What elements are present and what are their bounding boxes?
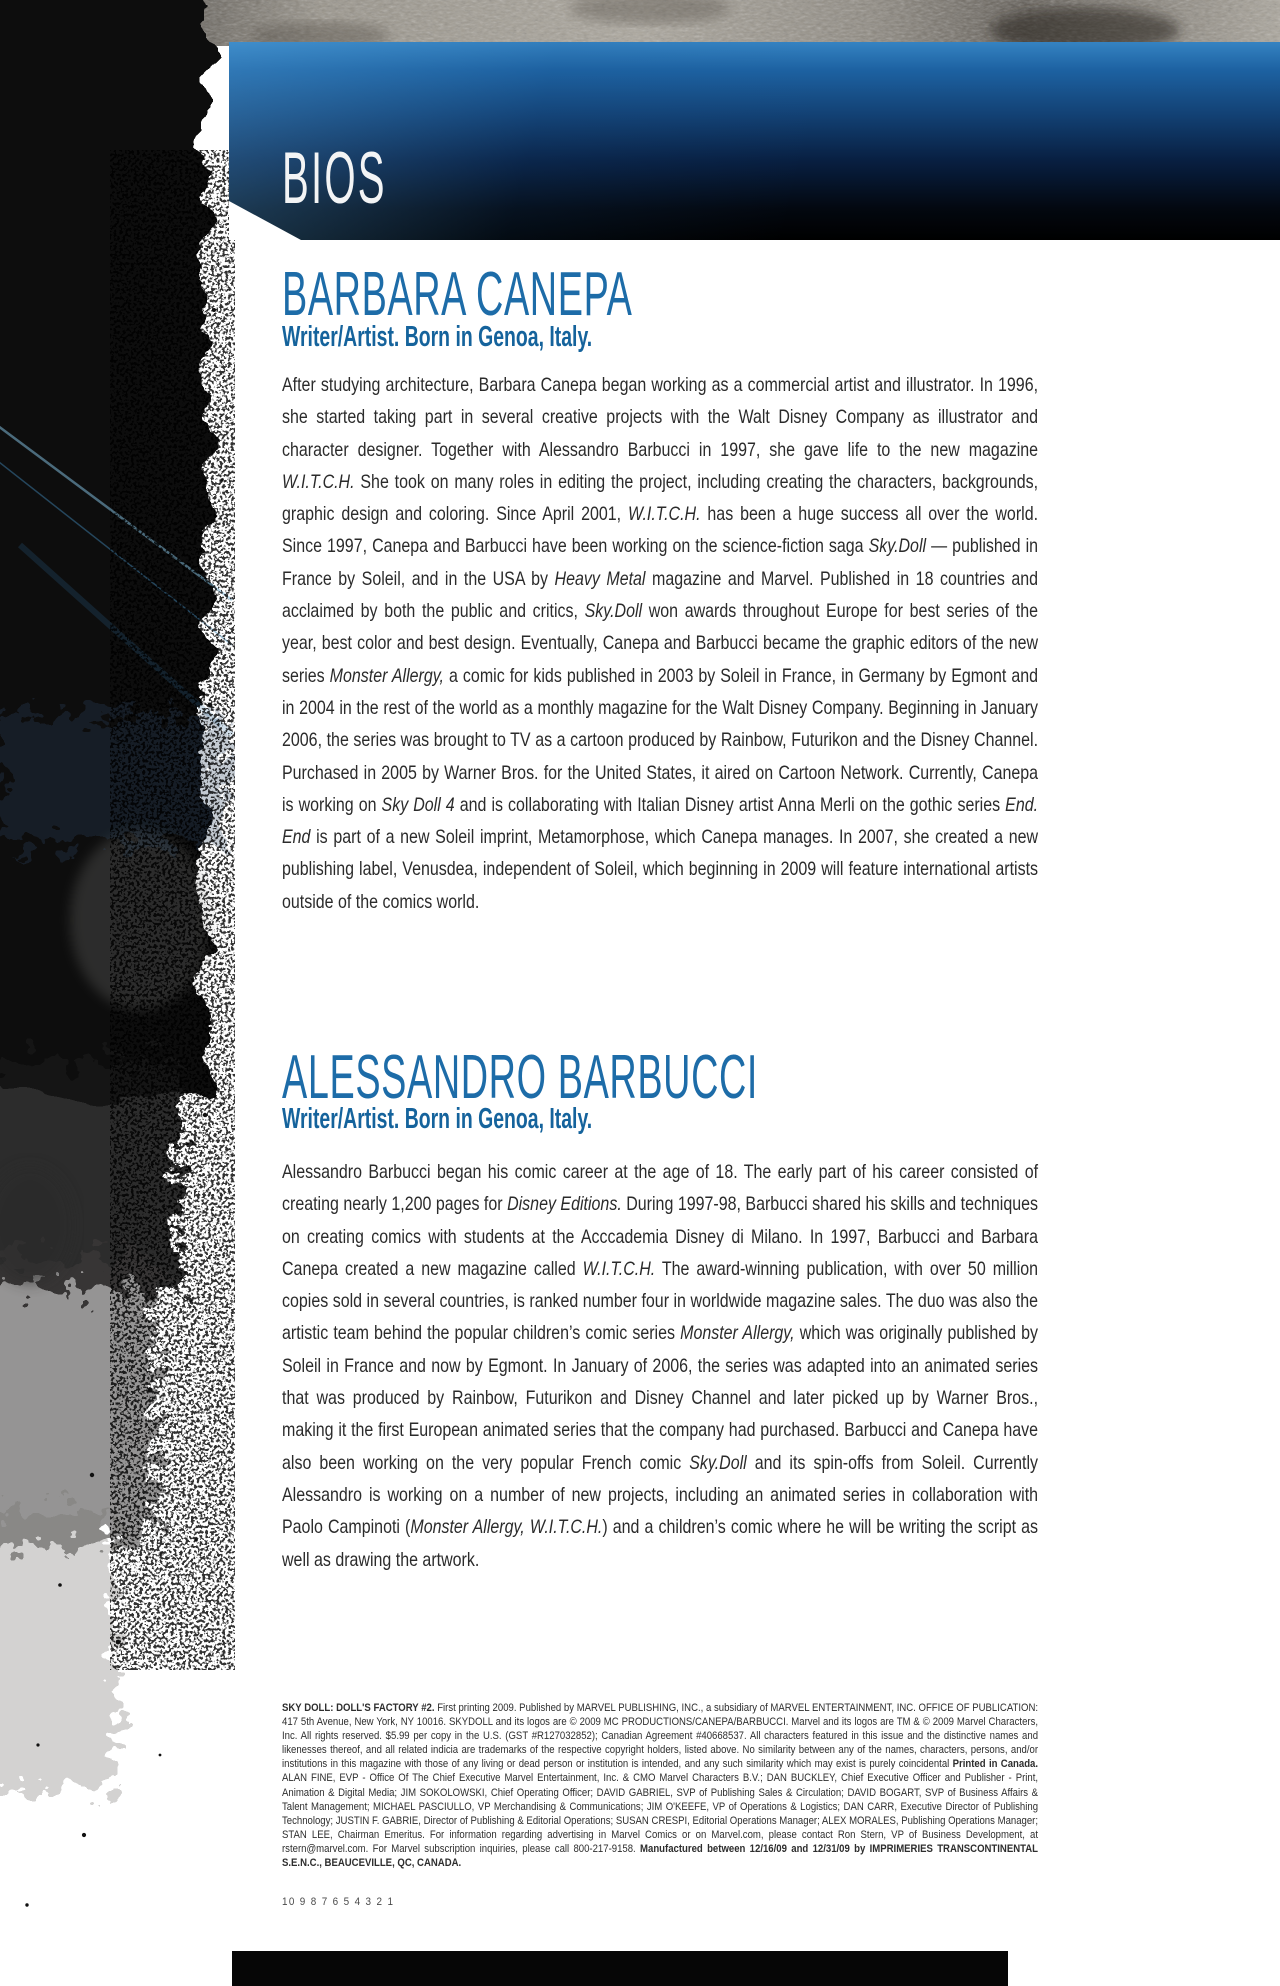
bio-paragraph-canepa: After studying architecture, Barbara Canepa began working as a commercial artist and illustrator. In 1996, she started taking part in several creative projects with the Walt Disney Company as illustrator and character designer. Together with Alessandro Barbucci in 1997, she gave life to the new magazine W.I.T.C.H. She took on many roles in editing the project, including creating the characters, backgrounds, graphic design and coloring. Since April 2001, W.I.T.C.H. has been a huge success all over the world. Since 1997, Canepa and Barbucci have been working on the science-fiction saga Sky.Doll — published in France by Soleil, and in the USA by Heavy Metal magazine and Marvel. Published in 18 countries and acclaimed by both the public and critics, Sky.Doll won awards throughout Europe for best series of the year, best color and best design. Eventually, Canepa and Barbucci became the graphic editors of the new series Monster Allergy, a comic for kids published in 2003 by Soleil in France, in Germany by Egmont and in 2004 in the rest of the world as a monthly magazine for the Walt Disney Company. Beginning in January 2006, the series was brought to TV as a cartoon produced by Rainbow, Futurikon and the Disney Channel. Purchased in 2005 by Warner Bros. for the United States, it aired on Cartoon Network. Currently, Canepa is working on Sky Doll 4 and is collaborating with Italian Disney artist Anna Merli on the gothic series End. End is part of a new Soleil imprint, Metamorphose, which Canepa manages. In 2007, she created a new publishing label, Venusdea, independent of Soleil, which beginning in 2009 will feature international artists outside of the comics world. [282, 374, 1039, 913]
print-run-numbers: 10 9 8 7 6 5 4 3 2 1 [282, 1896, 395, 1908]
section-label: BIOS [282, 138, 387, 219]
bottom-black-bar [232, 1951, 1008, 1986]
bio-role-subheading-barbucci: Writer/Artist. Born in Genoa, Italy. [282, 1103, 593, 1135]
bio-paragraph-barbucci: Alessandro Barbucci began his comic career at the age of 18. The early part of his career consisted of creating nearly 1,200 pages for Disney Editions. During 1997-98, Barbucci shared his skills and techniques on creating comics with students at the Acccademia Disney di Milano. In 1997, Barbucci and Barbara Canepa created a new magazine called W.I.T.C.H. The award-winning publication, with over 50 million copies sold in several countries, is ranked number four in worldwide magazine sales. The duo was also the artistic team behind the popular children’s comic series Monster Allergy, which was originally published by Soleil in France and now by Egmont. In January of 2006, the series was adapted into an animated series that was produced by Rainbow, Futurikon and Disney Channel and later picked up by Warner Bros., making it the first European animated series that the company had purchased. Barbucci and Canepa have also been working on the very popular French comic Sky.Doll and its spin-offs from Soleil. Currently Alessandro is working on a number of new projects, including an animated series in collaboration with Paolo Campinoti (Monster Allergy, W.I.T.C.H.) and a children’s comic where he will be writing the script as well as drawing the artwork. [282, 1161, 1039, 1571]
grunge-texture-left [0, 0, 235, 1986]
bio-name-heading-canepa: BARBARA CANEPA [282, 260, 633, 329]
bio-role-subheading-canepa: Writer/Artist. Born in Genoa, Italy. [282, 321, 593, 353]
indicia-text: SKY DOLL: DOLL'S FACTORY #2. First printing 2009. Published by MARVEL PUBLISHING, INC., a subsidiary of MARVEL ENTERTAINMENT, INC. OFFICE OF PUBLICATION: 417 5th Avenue, New York, NY 10016. SKYDOLL and its logos are © 2009 MC PRODUCTIONS/CANEPA/BARBUCCI. Marvel and its logos are TM & © 2009 Marvel Characters, Inc. All rights reserved. $5.99 per copy in the U.S. (GST #R127032852); Canadian Agreement #40668537. All characters featured in this issue and the distinctive names and likenesses thereof, and all related indicia are trademarks of the respective copyright holders, listed above. No similarity between any of the names, characters, persons, and/or institutions in this magazine with those of any living or dead person or institution is intended, and any such similarity which may exist is purely coincidental Printed in Canada. ALAN FINE, EVP - Office Of The Chief Executive Marvel Entertainment, Inc. & CMO Marvel Characters B.V.; DAN BUCKLEY, Chief Executive Officer and Publisher - Print, Animation & Digital Media; JIM SOKOLOWSKI, Chief Operating Officer; DAVID GABRIEL, SVP of Publishing Sales & Circulation; DAVID BOGART, SVP of Business Affairs & Talent Management; MICHAEL PASCIULLO, VP Merchandising & Communications; JIM O'KEEFE, VP of Operations & Logistics; DAN CARR, Executive Director of Publishing Technology; JUSTIN F. GABRIE, Director of Publishing & Editorial Operations; SUSAN CRESPI, Editorial Operations Manager; ALEX MORALES, Publishing Operations Manager; STAN LEE, Chairman Emeritus. For information regarding advertising in Marvel Comics or on Marvel.com, please contact Ron Stern, VP of Business Development, at rstern@marvel.com. For Marvel subscription inquiries, please call 800-217-9158. Manufactured between 12/16/09 and 12/31/09 by IMPRIMERIES TRANSCONTINENTAL S.E.N.C., BEAUCEVILLE, QC, CANADA. [282, 1702, 1039, 1870]
header-band [229, 42, 1280, 240]
bio-name-heading-barbucci: ALESSANDRO BARBUCCI [282, 1043, 759, 1112]
